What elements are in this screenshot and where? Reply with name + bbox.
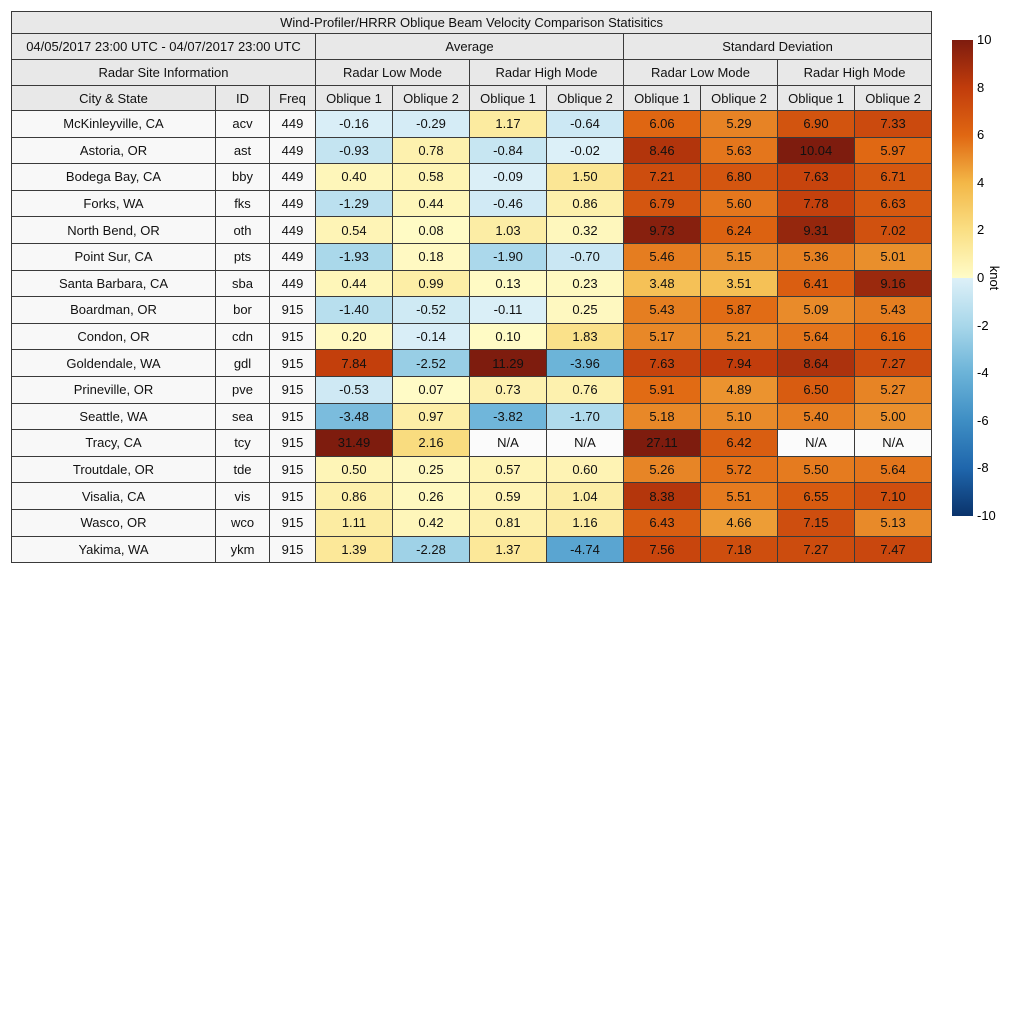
value-cell: 6.06 [624, 111, 701, 138]
colorbar-tick-label: 4 [977, 174, 985, 190]
table-row [12, 483, 932, 510]
colorbar [952, 32, 1024, 523]
table-row [12, 376, 932, 403]
site-id-cell: cdn [216, 323, 270, 350]
value-cell: 1.37 [470, 536, 547, 563]
value-cell: -2.28 [393, 536, 470, 563]
site-id-cell: bor [216, 297, 270, 324]
value-cell: 7.21 [624, 164, 701, 191]
value-cell: -1.90 [470, 243, 547, 270]
group-header-standard-deviation: Standard Deviation [624, 34, 932, 60]
table-row [12, 297, 932, 324]
colorbar-unit-label: knot [986, 265, 1002, 291]
colorbar-tick-label: -10 [977, 508, 996, 523]
col-header-oblique2: Oblique 2 [855, 86, 932, 111]
value-cell: 7.18 [701, 536, 778, 563]
freq-cell: 915 [270, 483, 316, 510]
value-cell: 6.55 [778, 483, 855, 510]
city-cell: Boardman, OR [12, 297, 216, 324]
value-cell: 0.58 [393, 164, 470, 191]
mode-header-std-low: Radar Low Mode [624, 60, 778, 86]
value-cell: 5.50 [778, 456, 855, 483]
table-row [12, 137, 932, 164]
value-cell: 9.31 [778, 217, 855, 244]
colorbar-tick-label: 2 [977, 222, 985, 238]
value-cell: 0.42 [393, 509, 470, 536]
city-cell: Wasco, OR [12, 509, 216, 536]
value-cell: 0.99 [393, 270, 470, 297]
value-cell: -4.74 [547, 536, 624, 563]
value-cell: 7.33 [855, 111, 932, 138]
column-header-row [12, 86, 932, 111]
value-cell: 6.71 [855, 164, 932, 191]
value-cell: N/A [778, 430, 855, 457]
value-cell: 7.10 [855, 483, 932, 510]
value-cell: 0.26 [393, 483, 470, 510]
table-row [12, 270, 932, 297]
site-id-cell: bby [216, 164, 270, 191]
colorbar-tick-label: -4 [977, 365, 989, 381]
value-cell: 6.41 [778, 270, 855, 297]
site-id-cell: acv [216, 111, 270, 138]
city-cell: Point Sur, CA [12, 243, 216, 270]
value-cell: -0.53 [316, 376, 393, 403]
value-cell: 0.44 [393, 190, 470, 217]
table-row [12, 536, 932, 563]
city-cell: Prineville, OR [12, 376, 216, 403]
value-cell: 9.73 [624, 217, 701, 244]
freq-cell: 915 [270, 536, 316, 563]
value-cell: 8.46 [624, 137, 701, 164]
value-cell: 27.11 [624, 430, 701, 457]
value-cell: 0.60 [547, 456, 624, 483]
colorbar-tick-label: 10 [977, 32, 992, 47]
value-cell: 5.51 [701, 483, 778, 510]
city-cell: Tracy, CA [12, 430, 216, 457]
value-cell: 7.94 [701, 350, 778, 377]
mode-header-std-high: Radar High Mode [778, 60, 932, 86]
value-cell: 0.57 [470, 456, 547, 483]
col-header-oblique2: Oblique 2 [547, 86, 624, 111]
value-cell: -0.70 [547, 243, 624, 270]
value-cell: N/A [855, 430, 932, 457]
value-cell: 8.38 [624, 483, 701, 510]
value-cell: 3.48 [624, 270, 701, 297]
date-range: 04/05/2017 23:00 UTC - 04/07/2017 23:00 UTC [12, 34, 316, 60]
city-cell: McKinleyville, CA [12, 111, 216, 138]
value-cell: 0.59 [470, 483, 547, 510]
colorbar-tick-label: 0 [977, 270, 985, 285]
value-cell: 4.89 [701, 376, 778, 403]
col-header-oblique2: Oblique 2 [393, 86, 470, 111]
colorbar-tick-label: 6 [977, 127, 985, 143]
value-cell: 0.10 [470, 323, 547, 350]
value-cell: -0.09 [470, 164, 547, 191]
group-header-average: Average [316, 34, 624, 60]
freq-cell: 915 [270, 297, 316, 324]
value-cell: 7.15 [778, 509, 855, 536]
value-cell: 5.15 [701, 243, 778, 270]
table-row [12, 111, 932, 138]
site-id-cell: fks [216, 190, 270, 217]
col-header-freq: Freq [270, 86, 316, 111]
colorbar-tick-label: -8 [977, 460, 989, 476]
value-cell: 0.86 [547, 190, 624, 217]
value-cell: 0.07 [393, 376, 470, 403]
table-row [12, 243, 932, 270]
city-cell: Yakima, WA [12, 536, 216, 563]
value-cell: 0.23 [547, 270, 624, 297]
city-cell: Visalia, CA [12, 483, 216, 510]
value-cell: -1.93 [316, 243, 393, 270]
value-cell: 4.66 [701, 509, 778, 536]
value-cell: 5.13 [855, 509, 932, 536]
value-cell: 7.56 [624, 536, 701, 563]
value-cell: -1.40 [316, 297, 393, 324]
value-cell: 5.26 [624, 456, 701, 483]
value-cell: 5.63 [701, 137, 778, 164]
value-cell: -0.02 [547, 137, 624, 164]
city-cell: Seattle, WA [12, 403, 216, 430]
value-cell: 1.17 [470, 111, 547, 138]
city-cell: Condon, OR [12, 323, 216, 350]
table-row [12, 430, 932, 457]
value-cell: 5.17 [624, 323, 701, 350]
value-cell: N/A [470, 430, 547, 457]
value-cell: -0.52 [393, 297, 470, 324]
value-cell: 5.91 [624, 376, 701, 403]
site-info-header: Radar Site Information [12, 60, 316, 86]
table-row [12, 509, 932, 536]
value-cell: 5.27 [855, 376, 932, 403]
mode-header-avg-high: Radar High Mode [470, 60, 624, 86]
value-cell: -2.52 [393, 350, 470, 377]
value-cell: 6.63 [855, 190, 932, 217]
city-cell: Forks, WA [12, 190, 216, 217]
city-cell: Goldendale, WA [12, 350, 216, 377]
value-cell: 7.27 [778, 536, 855, 563]
value-cell: 7.02 [855, 217, 932, 244]
value-cell: -0.16 [316, 111, 393, 138]
city-cell: North Bend, OR [12, 217, 216, 244]
value-cell: 7.78 [778, 190, 855, 217]
value-cell: 0.73 [470, 376, 547, 403]
value-cell: 7.84 [316, 350, 393, 377]
freq-cell: 449 [270, 270, 316, 297]
colorbar-tick-label: 8 [977, 79, 985, 95]
value-cell: 5.43 [855, 297, 932, 324]
site-id-cell: wco [216, 509, 270, 536]
site-id-cell: sba [216, 270, 270, 297]
value-cell: -3.96 [547, 350, 624, 377]
value-cell: 10.04 [778, 137, 855, 164]
value-cell: 1.16 [547, 509, 624, 536]
freq-cell: 915 [270, 430, 316, 457]
table-title: Wind-Profiler/HRRR Oblique Beam Velocity Comparison Statisitics [12, 12, 932, 34]
value-cell: 5.97 [855, 137, 932, 164]
mode-header-row [12, 60, 932, 86]
colorbar-gradient [952, 40, 973, 516]
table-row [12, 164, 932, 191]
value-cell: 0.40 [316, 164, 393, 191]
value-cell: 1.03 [470, 217, 547, 244]
value-cell: 5.01 [855, 243, 932, 270]
value-cell: 6.42 [701, 430, 778, 457]
value-cell: N/A [547, 430, 624, 457]
value-cell: 6.16 [855, 323, 932, 350]
value-cell: -0.46 [470, 190, 547, 217]
value-cell: 1.50 [547, 164, 624, 191]
value-cell: 5.21 [701, 323, 778, 350]
col-header-oblique1: Oblique 1 [470, 86, 547, 111]
site-id-cell: vis [216, 483, 270, 510]
group-header-row [12, 34, 932, 60]
value-cell: -0.93 [316, 137, 393, 164]
city-cell: Astoria, OR [12, 137, 216, 164]
table-row [12, 350, 932, 377]
value-cell: -0.64 [547, 111, 624, 138]
site-id-cell: oth [216, 217, 270, 244]
value-cell: 0.44 [316, 270, 393, 297]
city-cell: Troutdale, OR [12, 456, 216, 483]
table-row [12, 403, 932, 430]
value-cell: 0.76 [547, 376, 624, 403]
mode-header-avg-low: Radar Low Mode [316, 60, 470, 86]
value-cell: 0.20 [316, 323, 393, 350]
freq-cell: 449 [270, 243, 316, 270]
value-cell: 11.29 [470, 350, 547, 377]
value-cell: 7.63 [778, 164, 855, 191]
city-cell: Bodega Bay, CA [12, 164, 216, 191]
value-cell: 0.13 [470, 270, 547, 297]
value-cell: 0.78 [393, 137, 470, 164]
freq-cell: 915 [270, 403, 316, 430]
value-cell: 7.63 [624, 350, 701, 377]
value-cell: 2.16 [393, 430, 470, 457]
col-header-oblique1: Oblique 1 [316, 86, 393, 111]
value-cell: 5.64 [778, 323, 855, 350]
value-cell: 5.72 [701, 456, 778, 483]
value-cell: 5.60 [701, 190, 778, 217]
value-cell: -1.70 [547, 403, 624, 430]
value-cell: 0.86 [316, 483, 393, 510]
colorbar-tick-label: -2 [977, 317, 989, 333]
city-cell: Santa Barbara, CA [12, 270, 216, 297]
value-cell: 0.08 [393, 217, 470, 244]
freq-cell: 449 [270, 190, 316, 217]
freq-cell: 449 [270, 217, 316, 244]
site-id-cell: sea [216, 403, 270, 430]
value-cell: 5.18 [624, 403, 701, 430]
value-cell: -0.11 [470, 297, 547, 324]
value-cell: 7.47 [855, 536, 932, 563]
table-row [12, 323, 932, 350]
value-cell: 6.80 [701, 164, 778, 191]
table-row [12, 217, 932, 244]
value-cell: 0.18 [393, 243, 470, 270]
site-id-cell: tde [216, 456, 270, 483]
value-cell: 5.40 [778, 403, 855, 430]
freq-cell: 915 [270, 323, 316, 350]
value-cell: 6.24 [701, 217, 778, 244]
col-header-oblique1: Oblique 1 [624, 86, 701, 111]
value-cell: 7.27 [855, 350, 932, 377]
value-cell: 6.43 [624, 509, 701, 536]
site-id-cell: tcy [216, 430, 270, 457]
value-cell: -0.84 [470, 137, 547, 164]
value-cell: 0.25 [393, 456, 470, 483]
stats-table [11, 11, 932, 563]
value-cell: 5.87 [701, 297, 778, 324]
value-cell: 5.09 [778, 297, 855, 324]
freq-cell: 915 [270, 376, 316, 403]
value-cell: 1.04 [547, 483, 624, 510]
value-cell: 5.29 [701, 111, 778, 138]
site-id-cell: pts [216, 243, 270, 270]
value-cell: 0.54 [316, 217, 393, 244]
col-header-oblique1: Oblique 1 [778, 86, 855, 111]
colorbar-tick-label: -6 [977, 412, 989, 428]
freq-cell: 915 [270, 509, 316, 536]
freq-cell: 915 [270, 350, 316, 377]
value-cell: 5.36 [778, 243, 855, 270]
site-id-cell: ykm [216, 536, 270, 563]
value-cell: 5.10 [701, 403, 778, 430]
table-row [12, 190, 932, 217]
value-cell: 0.81 [470, 509, 547, 536]
value-cell: 1.11 [316, 509, 393, 536]
col-header-oblique2: Oblique 2 [701, 86, 778, 111]
table-row [12, 456, 932, 483]
value-cell: 9.16 [855, 270, 932, 297]
value-cell: 6.50 [778, 376, 855, 403]
value-cell: -0.29 [393, 111, 470, 138]
site-id-cell: ast [216, 137, 270, 164]
value-cell: 6.90 [778, 111, 855, 138]
value-cell: 6.79 [624, 190, 701, 217]
site-id-cell: gdl [216, 350, 270, 377]
value-cell: 0.50 [316, 456, 393, 483]
value-cell: 0.97 [393, 403, 470, 430]
freq-cell: 449 [270, 111, 316, 138]
value-cell: 8.64 [778, 350, 855, 377]
value-cell: -1.29 [316, 190, 393, 217]
value-cell: 1.39 [316, 536, 393, 563]
value-cell: 0.32 [547, 217, 624, 244]
value-cell: 5.64 [855, 456, 932, 483]
value-cell: 0.25 [547, 297, 624, 324]
value-cell: -3.48 [316, 403, 393, 430]
col-header-city: City & State [12, 86, 216, 111]
value-cell: 3.51 [701, 270, 778, 297]
value-cell: 5.43 [624, 297, 701, 324]
title-row [12, 12, 932, 34]
value-cell: 5.00 [855, 403, 932, 430]
site-id-cell: pve [216, 376, 270, 403]
freq-cell: 449 [270, 164, 316, 191]
col-header-id: ID [216, 86, 270, 111]
value-cell: 1.83 [547, 323, 624, 350]
value-cell: -0.14 [393, 323, 470, 350]
freq-cell: 915 [270, 456, 316, 483]
value-cell: -3.82 [470, 403, 547, 430]
value-cell: 31.49 [316, 430, 393, 457]
value-cell: 5.46 [624, 243, 701, 270]
freq-cell: 449 [270, 137, 316, 164]
